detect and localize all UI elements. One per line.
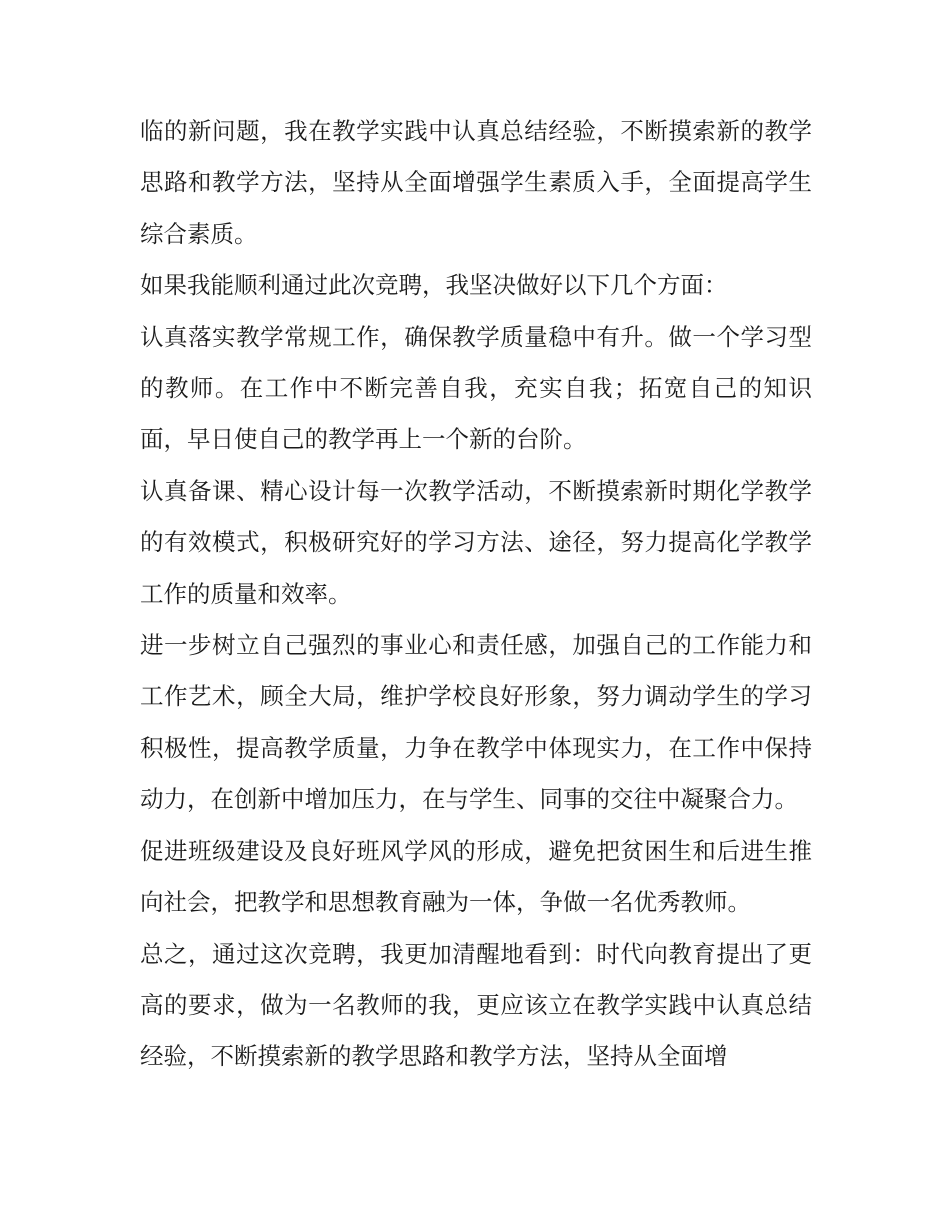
- paragraph-3: 认真落实教学常规工作，确保教学质量稳中有升。做一个学习型的教师。在工作中不断完善自我，充实自我；拓宽自己的知识面，早日使自己的教学再上一个新的台阶。: [140, 322, 812, 454]
- document-body: [140, 106, 812, 1083]
- paragraph-1: 临的新问题，我在教学实践中认真总结经验，不断摸索新的教学思路和教学方法，坚持从全面增强学生素质入手，全面提高学生综合素质。: [140, 117, 812, 248]
- paragraph-5: 进一步树立自己强烈的事业心和责任感，加强自己的工作能力和工作艺术，顾全大局，维护学校良好形象，努力调动学生的学习积极性，提高教学质量，力争在教学中体现实力，在工作中保持动力，在创新中增加压力，在与学生、同事的交往中凝聚合力。: [140, 631, 812, 814]
- paragraph-2: 如果我能顺利通过此次竞聘，我坚决做好以下几个方面：: [140, 271, 728, 300]
- paragraph-7: 总之，通过这次竞聘，我更加清醒地看到：时代向教育提出了更高的要求，做为一名教师的我，更应该立在教学实践中认真总结经验，不断摸索新的教学思路和教学方法，坚持从全面增: [140, 939, 812, 1071]
- paragraph-4: 认真备课、精心设计每一次教学活动，不断摸索新时期化学教学的有效模式，积极研究好的学习方法、途径，努力提高化学教学工作的质量和效率。: [140, 476, 812, 608]
- paragraph-6: 促进班级建设及良好班风学风的形成，避免把贫困生和后进生推向社会，把教学和思想教育融为一体，争做一名优秀教师。: [140, 836, 812, 917]
